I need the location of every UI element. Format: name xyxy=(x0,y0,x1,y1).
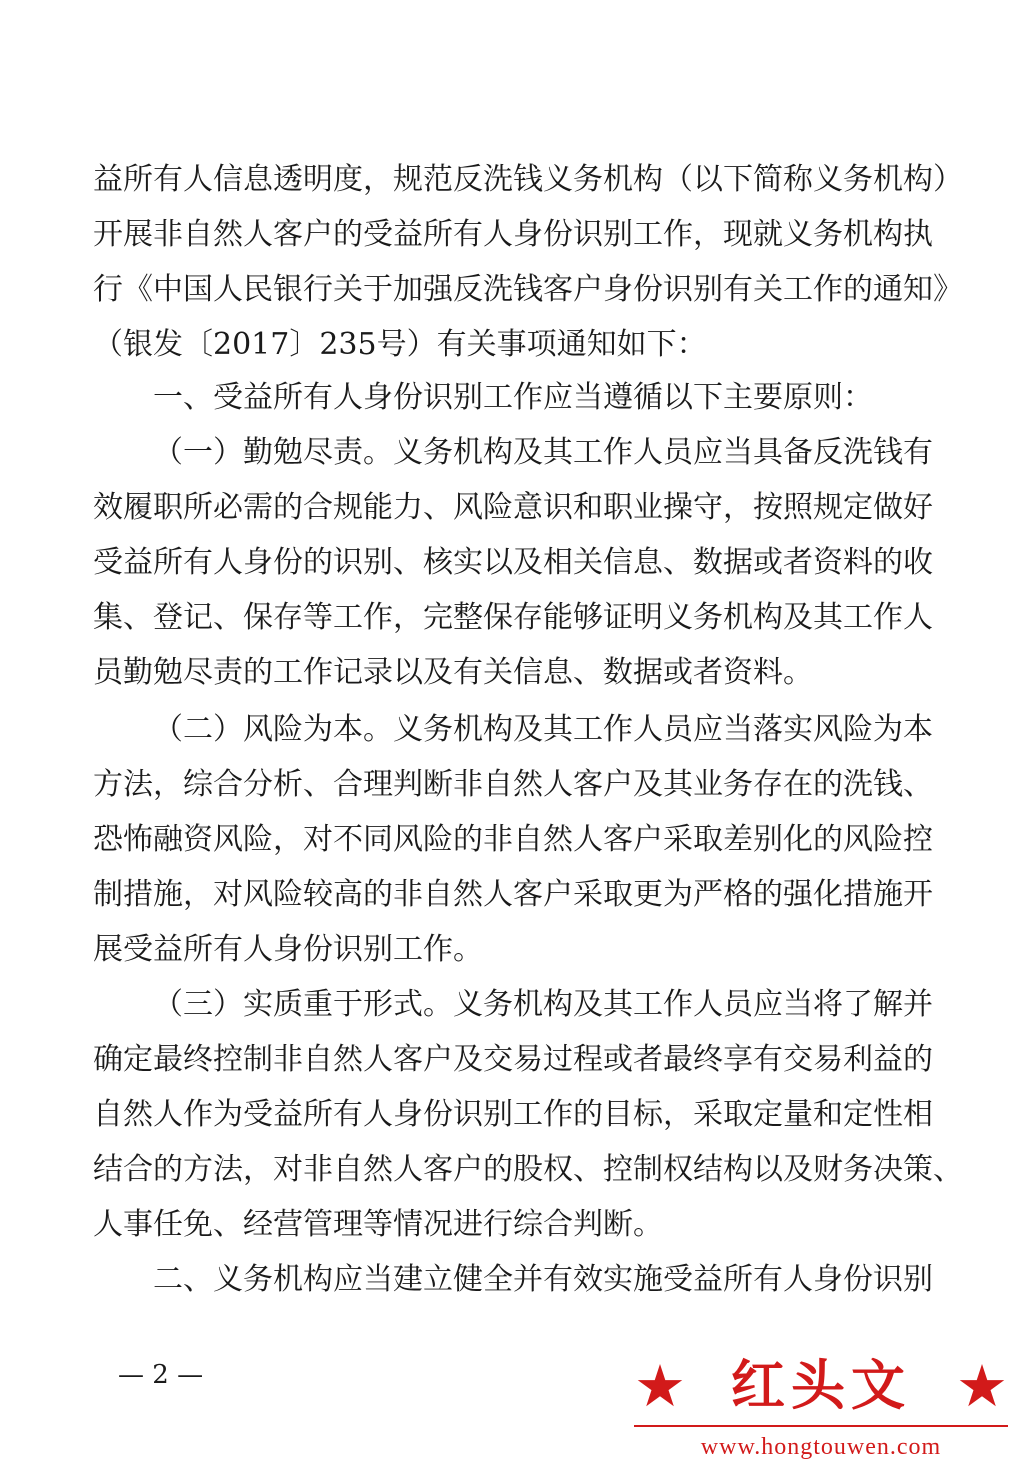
star-icon: ★ xyxy=(956,1352,1008,1420)
body-line: 自然人作为受益所有人身份识别工作的目标，采取定量和定性相 xyxy=(93,1097,933,1132)
section-heading: 一、受益所有人身份识别工作应当遵循以下主要原则： xyxy=(153,380,873,415)
star-icon: ★ xyxy=(634,1352,686,1420)
body-line: 恐怖融资风险，对不同风险的非自然人客户采取差别化的风险控 xyxy=(93,822,933,857)
watermark-url: www.hongtouwen.com xyxy=(700,1434,942,1460)
watermark-divider xyxy=(634,1425,1008,1427)
body-line: 效履职所必需的合规能力、风险意识和职业操守，按照规定做好 xyxy=(93,490,933,525)
body-line: （三）实质重于形式。义务机构及其工作人员应当将了解并 xyxy=(153,987,933,1022)
body-line: 益所有人信息透明度，规范反洗钱义务机构（以下简称义务机构） xyxy=(93,162,963,197)
watermark-text: 红头文 xyxy=(731,1354,911,1417)
body-line: （一）勤勉尽责。义务机构及其工作人员应当具备反洗钱有 xyxy=(153,435,933,470)
body-line: 员勤勉尽责的工作记录以及有关信息、数据或者资料。 xyxy=(93,655,813,690)
body-line: 受益所有人身份的识别、核实以及相关信息、数据或者资料的收 xyxy=(93,545,933,580)
body-line: 展受益所有人身份识别工作。 xyxy=(93,932,483,967)
body-line: 确定最终控制非自然人客户及交易过程或者最终享有交易利益的 xyxy=(93,1042,933,1077)
body-line: 集、登记、保存等工作，完整保存能够证明义务机构及其工作人 xyxy=(93,600,933,635)
body-line: 人事任免、经营管理等情况进行综合判断。 xyxy=(93,1207,663,1242)
body-line: （二）风险为本。义务机构及其工作人员应当落实风险为本 xyxy=(153,712,933,747)
body-line: 制措施，对风险较高的非自然人客户采取更为严格的强化措施开 xyxy=(93,877,933,912)
body-line: 结合的方法，对非自然人客户的股权、控制权结构以及财务决策、 xyxy=(93,1152,963,1187)
section-heading: 二、义务机构应当建立健全并有效实施受益所有人身份识别 xyxy=(153,1262,933,1297)
body-line: 方法，综合分析、合理判断非自然人客户及其业务存在的洗钱、 xyxy=(93,767,933,802)
body-line: 行《中国人民银行关于加强反洗钱客户身份识别有关工作的通知》 xyxy=(93,272,963,307)
body-line: （银发〔2017〕235号）有关事项通知如下： xyxy=(93,327,707,362)
watermark xyxy=(634,1352,1008,1467)
page-number: — 2 — xyxy=(118,1360,204,1390)
watermark-title xyxy=(634,1352,1008,1420)
body-line: 开展非自然人客户的受益所有人身份识别工作，现就义务机构执 xyxy=(93,217,933,252)
